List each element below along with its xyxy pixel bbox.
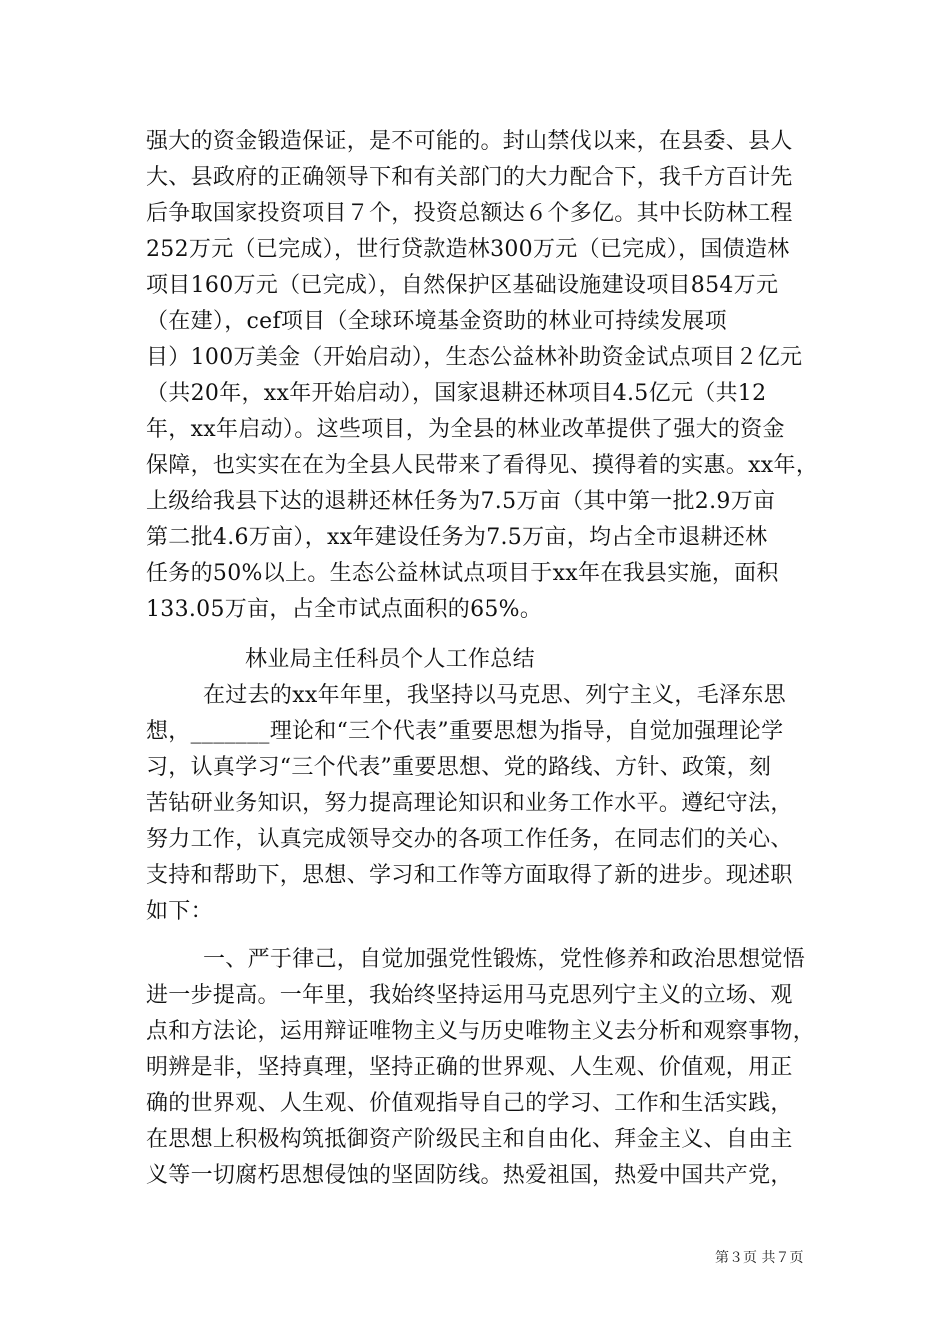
paragraph-line: 在思想上积极构筑抵御资产阶级民主和自由化、拜金主义、自由主: [146, 1127, 793, 1152]
text-line: 第二批4.6万亩），xx年建设任务为7.5万亩，均占全市退耕还林: [146, 525, 768, 550]
paragraph-line: 明辨是非，坚持真理，坚持正确的世界观、人生观、价值观，用正: [146, 1055, 793, 1080]
text-line: 目）100万美金（开始启动），生态公益林补助资金试点项目２亿元: [146, 345, 803, 370]
section-title: 林业局主任科员个人工作总结: [245, 647, 535, 672]
paragraph-line: 点和方法论，运用辩证唯物主义与历史唯物主义去分析和观察事物，: [146, 1019, 816, 1044]
text-line: 上级给我县下达的退耕还林任务为7.5万亩（其中第一批2.9万亩: [146, 489, 776, 514]
text-line: （共20年，xx年开始启动），国家退耕还林项目4.5亿元（共12: [146, 381, 767, 406]
text-line: （在建），cef项目（全球环境基金资助的林业可持续发展项: [146, 309, 727, 334]
paragraph-line: 努力工作，认真完成领导交办的各项工作任务，在同志们的关心、: [146, 827, 793, 852]
paragraph-line: 确的世界观、人生观、价值观指导自己的学习、工作和生活实践，: [146, 1091, 793, 1116]
text-line: 年，xx年启动）。这些项目，为全县的林业改革提供了强大的资金: [146, 417, 785, 442]
text-line: 133.05万亩，占全市试点面积的65%。: [146, 597, 543, 622]
text-line: 252万元（已完成），世行贷款造林300万元（已完成），国债造林: [146, 237, 790, 262]
page-number: 第３页 共７页: [715, 1250, 804, 1266]
text-line: 项目160万元（已完成），自然保护区基础设施建设项目854万元: [146, 273, 779, 298]
text-line: 大、县政府的正确领导下和有关部门的大力配合下，我千方百计先: [146, 165, 793, 190]
paragraph-line: 进一步提高。一年里，我始终坚持运用马克思列宁主义的立场、观: [146, 983, 793, 1008]
paragraph-line: 如下：: [146, 899, 213, 924]
paragraph-line: 一、严于律己，自觉加强党性锻炼，党性修养和政治思想觉悟: [203, 947, 806, 972]
text-line: 强大的资金锻造保证，是不可能的。封山禁伐以来，在县委、县人: [146, 129, 793, 154]
text-line: 保障，也实实在在为全县人民带来了看得见、摸得着的实惠。xx年，: [146, 453, 819, 478]
text-line: 后争取国家投资项目７个，投资总额达６个多亿。其中长防林工程: [146, 201, 793, 226]
paragraph-line: 义等一切腐朽思想侵蚀的坚固防线。热爱祖国，热爱中国共产党，: [146, 1163, 793, 1188]
paragraph-line: 支持和帮助下，思想、学习和工作等方面取得了新的进步。现述职: [146, 863, 793, 888]
paragraph-line: 在过去的xx年年里，我坚持以马克思、列宁主义，毛泽东思: [203, 683, 786, 708]
text-line: 任务的50%以上。生态公益林试点项目于xx年在我县实施，面积: [146, 561, 779, 586]
paragraph-line: 想，_______理论和“三个代表”重要思想为指导，自觉加强理论学: [146, 719, 784, 744]
paragraph-line: 习，认真学习“三个代表”重要思想、党的路线、方针、政策，刻: [146, 755, 772, 780]
paragraph-line: 苦钻研业务知识，努力提高理论知识和业务工作水平。遵纪守法，: [146, 791, 793, 816]
